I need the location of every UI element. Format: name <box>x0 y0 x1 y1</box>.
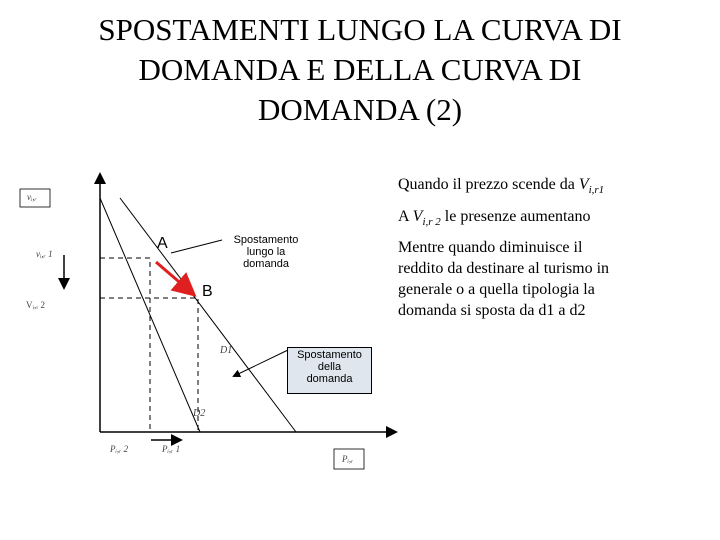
y-tick-2: Vᵢ,ᵣ 2 <box>26 300 46 310</box>
movement-arrow <box>156 262 192 293</box>
point-a-label: A <box>157 235 168 252</box>
point-b-label: B <box>202 283 213 300</box>
box-line: lungo la <box>246 246 286 258</box>
price-var-sub: i,r1 <box>588 184 605 197</box>
box-line: domanda <box>306 373 353 385</box>
paragraph-line: generale o a quella tipologia la <box>398 281 595 298</box>
along-curve-box <box>222 234 310 270</box>
title-line-3: DOMANDA (2) <box>257 92 463 127</box>
x-tick-1: Pᵢ,ᵣ 2 <box>110 444 129 454</box>
price-var-2-sub: i,r 2 <box>422 216 441 229</box>
curve-d1-label: D1 <box>220 345 233 356</box>
box-line: della <box>317 361 342 373</box>
x-tick-2: Pᵢ,ᵣ 1 <box>162 444 181 454</box>
guide-a <box>100 258 150 432</box>
x-axis-label: Pᵢ,ᵣ <box>342 454 354 464</box>
along-curve-pointer <box>171 240 222 253</box>
shift-pointer <box>234 350 288 376</box>
presence-prefix: A <box>398 208 413 225</box>
price-var: V <box>578 176 589 193</box>
curve-d2-label: D2 <box>193 408 206 419</box>
shift-box <box>287 347 372 394</box>
paragraph-line: reddito da destinare al turismo in <box>398 260 610 277</box>
title-line-2: DOMANDA E DELLA CURVA DI <box>138 52 582 87</box>
box-line: Spostamento <box>297 349 362 361</box>
guide-b <box>100 298 198 432</box>
price-var-2: V <box>412 208 423 225</box>
paragraph-line: domanda si sposta da d1 a d2 <box>398 302 586 319</box>
title-line-1: SPOSTAMENTI LUNGO LA CURVA DI <box>98 12 622 47</box>
box-line: Spostamento <box>233 234 299 246</box>
y-axis-label: vᵢ,ᵣ <box>27 192 37 202</box>
demand-curve-d2 <box>100 198 200 432</box>
price-drop-prefix: Quando il prezzo scende da <box>398 176 579 193</box>
paragraph-line: Mentre quando diminuisce il <box>398 239 583 256</box>
box-line: domanda <box>243 258 289 270</box>
presence-suffix: le presenze aumentano <box>440 208 591 225</box>
y-tick-1: vᵢ,ᵣ 1 <box>36 249 53 259</box>
